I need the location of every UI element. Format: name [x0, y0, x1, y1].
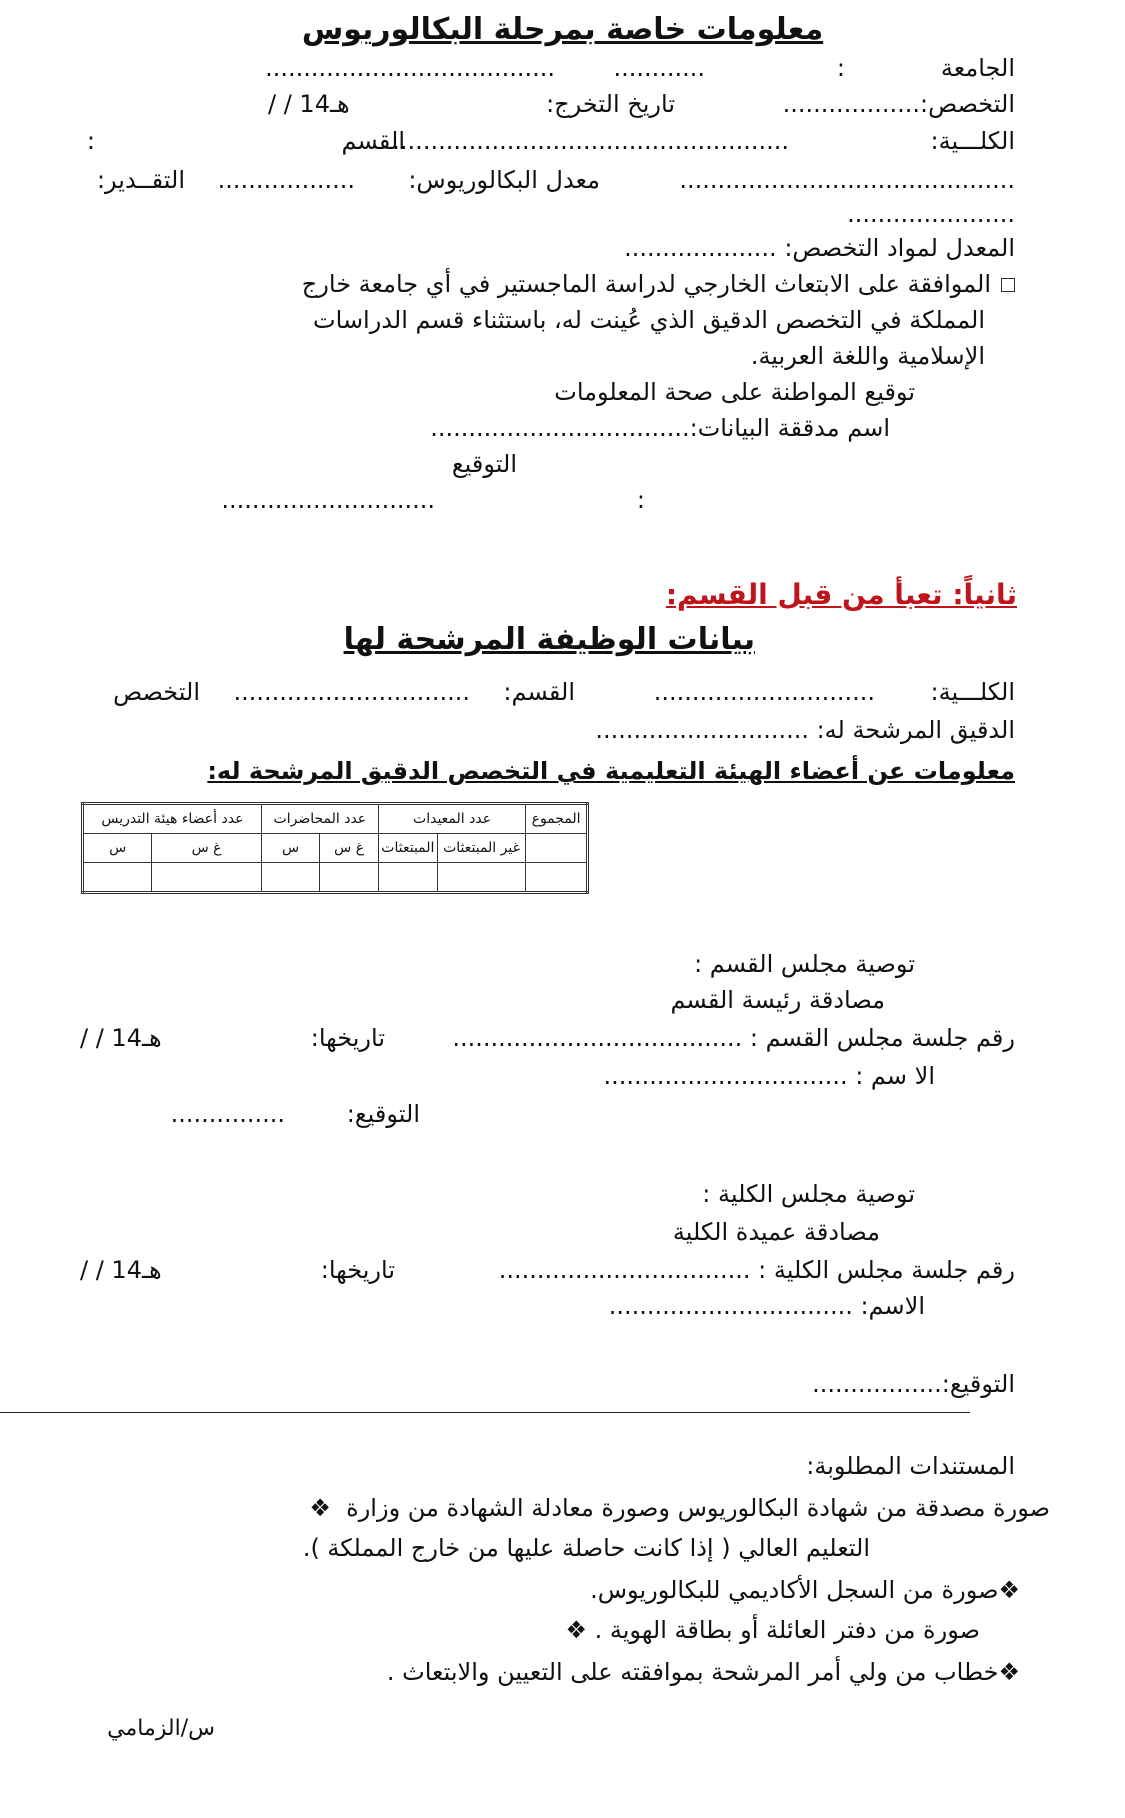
- university-colon: :: [836, 54, 845, 82]
- subheader-sent: المبتعثات: [378, 834, 437, 863]
- approval-line-3: الإسلامية واللغة العربية.: [750, 342, 985, 370]
- header-demonstrators: عدد المعيدات: [378, 804, 525, 834]
- data-cell[interactable]: [152, 863, 262, 893]
- job-data-title: بيانات الوظيفة المرشحة لها: [343, 622, 755, 657]
- section-two-heading: ثانياً: تعبأ من قبل القسم:: [665, 578, 1017, 611]
- university-dots-b: ......................................: [265, 54, 555, 82]
- dept-signature-dots: ...............: [170, 1100, 285, 1128]
- graduation-date-label: تاريخ التخرج:: [546, 90, 675, 118]
- citizen-signature-label: توقيع المواطنة على صحة المعلومات: [554, 378, 915, 406]
- department-label-2: القسم:: [503, 678, 575, 706]
- college-label: الكلـــية:: [930, 127, 1015, 155]
- college-session-date-label: تاريخها:: [320, 1256, 395, 1284]
- data-cell[interactable]: [83, 863, 152, 893]
- college-recommendation: توصية مجلس الكلية :: [702, 1180, 915, 1208]
- dept-session-number: رقم جلسة مجلس القسم : ......................................: [452, 1024, 1015, 1052]
- approval-line-2: المملكة في التخصص الدقيق الذي عُينت له، باستثناء قسم الدراسات: [313, 306, 985, 334]
- dept-session-date-value: / / 14هـ: [80, 1024, 162, 1052]
- bullet-icon: ❖: [998, 1576, 1020, 1604]
- header-total: المجموع: [526, 804, 588, 834]
- department-label: القسم: [341, 127, 405, 155]
- dept-recommendation: توصية مجلس القسم :: [694, 950, 915, 978]
- dept-session-date-label: تاريخها:: [310, 1024, 385, 1052]
- data-cell[interactable]: [378, 863, 437, 893]
- data-cell[interactable]: [526, 863, 588, 893]
- subheader-faculty-gs: غ س: [152, 834, 262, 863]
- grade-dots-line: ......................: [847, 200, 1015, 228]
- specialty-average: المعدل لمواد التخصص: ....................: [624, 234, 1015, 262]
- dept-head-approval: مصادقة رئيسة القسم: [670, 986, 885, 1014]
- faculty-table: [81, 802, 589, 894]
- signature-label: التوقيع: [451, 450, 517, 478]
- college-session-number: رقم جلسة مجلس الكلية : .................................: [498, 1256, 1015, 1284]
- cell-empty: [526, 834, 588, 863]
- bullet-icon: ❖: [998, 1658, 1020, 1686]
- author-signature: س/الزمامي: [107, 1716, 215, 1741]
- approval-line-1: الموافقة على الابتعاث الخارجي لدراسة الماجستير في أي جامعة خارج: [302, 270, 1015, 298]
- subheader-non-sent: غير المبتعثات: [437, 834, 525, 863]
- signature-dots: ............................: [221, 486, 435, 514]
- document-item-1a: صورة مصدقة من شهادة البكالوريوس وصورة معادلة الشهادة من وزارة ❖: [309, 1494, 1050, 1522]
- signature-colon: :: [636, 486, 645, 514]
- document-item-1b: التعليم العالي ( إذا كانت حاصلة عليها من خارج المملكة ).: [302, 1534, 870, 1562]
- bullet-icon: ❖: [565, 1616, 587, 1644]
- document-item-3: صورة من دفتر العائلة أو بطاقة الهوية . ❖: [565, 1616, 980, 1644]
- subheader-lecturers-s: س: [261, 834, 320, 863]
- document-item-2: ❖صورة من السجل الأكاديمي للبكالوريوس.: [590, 1576, 1020, 1604]
- documents-heading: المستندات المطلوبة:: [806, 1452, 1015, 1480]
- subheader-lecturers-gs: غ س: [320, 834, 379, 863]
- grade-label: التقــدير:: [96, 166, 185, 194]
- auditor-name: اسم مدققة البيانات:..................................: [430, 414, 890, 442]
- college-dean-approval: مصادقة عميدة الكلية: [672, 1218, 880, 1246]
- data-cell[interactable]: [320, 863, 379, 893]
- dept-signature-label: التوقيع:: [346, 1100, 420, 1128]
- exact-specialty: الدقيق المرشحة له: ............................: [595, 716, 1015, 744]
- bachelor-average-label: معدل البكالوريوس:: [408, 166, 600, 194]
- college-session-date-value: / / 14هـ: [80, 1256, 162, 1284]
- college-name: الاسم: ................................: [608, 1292, 925, 1320]
- university-dots-a: ............: [613, 54, 705, 82]
- document-item-4: ❖خطاب من ولي أمر المرشحة بموافقته على التعيين والابتعاث .: [386, 1658, 1020, 1686]
- specialty-label-2: التخصص: [113, 678, 200, 706]
- average-value-dots: ..................: [217, 166, 355, 194]
- college-label-2: الكلـــية:: [930, 678, 1015, 706]
- specialty-row: التخصص:..................: [782, 90, 1015, 118]
- header-faculty: عدد أعضاء هيئة التدريس: [83, 804, 262, 834]
- header-lecturers: عدد المحاضرات: [261, 804, 378, 834]
- university-label: الجامعة: [940, 54, 1015, 82]
- subheader-faculty-s: س: [83, 834, 152, 863]
- department-colon: :: [86, 127, 95, 155]
- faculty-info-heading: معلومات عن أعضاء الهيئة التعليمية في التخصص الدقيق المرشحة له:: [207, 757, 1015, 785]
- college-dots: ....................................................: [392, 127, 789, 155]
- bullet-icon: ❖: [309, 1494, 331, 1522]
- data-cell[interactable]: [261, 863, 320, 893]
- graduation-date-value: / / 14هـ: [268, 90, 350, 118]
- college-signature: التوقيع:.................: [812, 1370, 1015, 1398]
- approval-checkbox[interactable]: [1001, 278, 1015, 292]
- divider-line: [0, 1412, 970, 1413]
- college-dots-2: .............................: [653, 678, 875, 706]
- data-cell[interactable]: [437, 863, 525, 893]
- department-dots-2: ...............................: [233, 678, 470, 706]
- page-title: معلومات خاصة بمرحلة البكالوريوس: [301, 12, 824, 47]
- dept-name: الا سم : ................................: [603, 1062, 935, 1090]
- bachelor-average-dots: ............................................: [679, 166, 1015, 194]
